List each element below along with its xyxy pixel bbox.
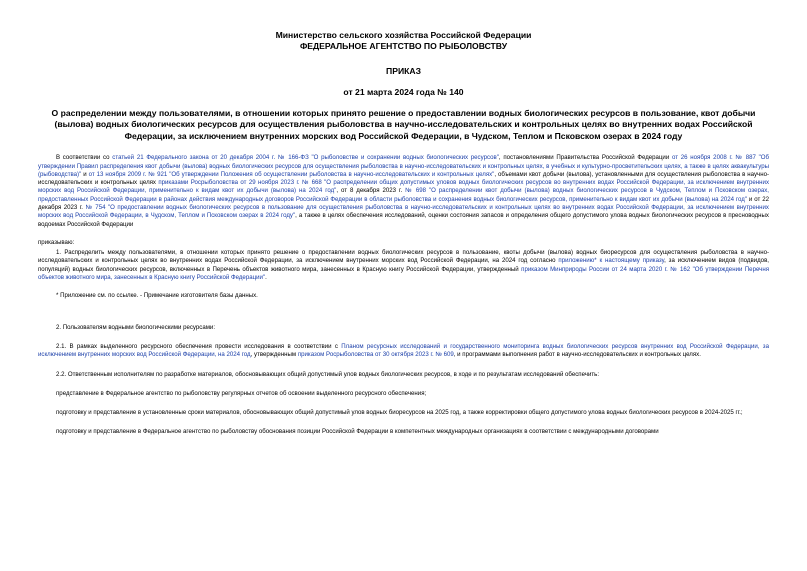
paragraph-2: 2. Пользователям водными биологическими ресурсами:	[56, 323, 216, 331]
link-prikaz-162[interactable]: приказом Минприроды России от 24 марта 2020 г. № 162 "Об утверждении Перечня объектов животного мира, занесенных в Красную книгу Российской Федерации"	[38, 265, 769, 282]
list-item: подготовку и представление в установленные сроки материалов, обосновывающих общий допустимый улов водных биоресурсов на 2025 год, а также корректировки общего допустимого улова водных биологических ресурсов в 2024-2025 гг.;	[56, 409, 743, 417]
document-date: от 21 марта 2024 года № 140	[343, 87, 464, 97]
link-appendix[interactable]: приложению* к настоящему приказу	[558, 257, 665, 265]
paragraph-2-2: 2.2. Ответственным исполнителям по разработке материалов, обосновывающих общий допустимый улов водных биологических ресурсов, в ходе и по результатам исследований обеспечить:	[56, 370, 600, 378]
preamble-paragraph: В соответствии со статьей 21 Федерального закона от 20 декабря 2004 г. № 166-ФЗ "О рыболовстве и сохранении водных биологических ресурсов", постановлениями Правительства Российской Федерации от 26 ноября 2008 г. № 887 "Об утверждении Правил распределения квот добычи (вылова) водных биологических ресурсов для осуществления рыболовства в научно-исследовательских и контрольных целях, в учебных и культурно-просветительских целях, а также в целях аквакультуры (рыбоводства)" и от 13 ноября 2009 г. № 921 "Об утверждении Положения об осуществлении рыболовства в научно-исследовательских и контрольных целях", объемами квот добычи (вылова), установленными для осуществления рыболовства в научно-исследовательских и контрольных целях приказами Росрыболовства от 29 ноября 2023 г. № 668 "О распределении общих допустимых уловов водных биологических ресурсов во внутренних водах Российской Федерации, за исключением внутренних морских вод Российской Федерации, применительно к видам квот их добычи (вылова) на 2024 год", от 8 декабря 2023 г. № 698 "О распределении квот добычи (вылова) водных биологических ресурсов в Чудском, Теплом и Псковском озерах, предоставленных Российской Федерации в районах действия международных договоров Российской Федерации в области рыболовства и сохранения водных биологических ресурсов, применительно к видам квот их добычи (вылова) на 2024 год" и от 22 декабря 2023 г. № 754 "О предоставлении водных биологических ресурсов в пользование для осуществления рыболовства в научно-исследовательских и контрольных целях во внутренних водах Российской Федерации, за исключением внутренних морских вод Российской Федерации, в Чудском, Теплом и Псковском озерах в 2024 году", а также в целях обеспечения исследований, оценки состояния запасов и определения общего допустимого улова водных биологических ресурсов в пресноводных водоемах Российской Федерации	[38, 154, 769, 228]
link-prikaz-754[interactable]: № 754 "О предоставлении водных биологических ресурсов в пользование для осуществления рыболовства в научно-исследовательских и контрольных целях во внутренних водах Российской Федерации, за исключением внутренних морских вод Российской Федерации, в Чудском, Теплом и Псковском озерах в 2024 году"	[38, 204, 769, 220]
link-prikaz-609[interactable]: приказом Росрыболовства от 30 октября 2023 г. № 609	[297, 351, 454, 359]
list-item: подготовку и представление в Федеральное агентство по рыболовству обоснования позиции Российской Федерации в компетентных международных организациях в соответствии с международными договорами	[56, 428, 659, 436]
link-postanovlenie-887[interactable]: от 26 ноября 2008 г. № 887 "Об утверждении Правил распределения квот добычи (вылова) водных биологических ресурсов для осуществления рыболовства в научно-исследовательских и контрольных целях, в учебных и культурно-просветительских целях, а также в целях аквакультуры (рыбоводства)"	[38, 154, 769, 178]
document-title: О распределении между пользователями, в отношении которых принято решение о предоставлении водных биологических ресурсов в пользование, квот добычи (вылова) водных биологических ресурсов для осуществления рыболовства в научно-исследовательских и контрольных целях во внутренних водах Российской Федерации, за исключением внутренних морских вод Российской Федерации, в Чудском, Теплом и Псковском озерах в 2024 году	[51, 108, 756, 141]
prikazyvayu-label: приказываю:	[38, 238, 75, 246]
list-item: представление в Федеральное агентство по рыболовству регулярных отчетов об освоении выделенного ресурсного обеспечения;	[56, 389, 427, 397]
link-prikaz-668[interactable]: приказами Росрыболовства от 29 ноября 2023 г. № 668 "О распределении общих допустимых уловов водных биологических ресурсов во внутренних водах Российской Федерации, за исключением внутренних морских вод Российской Федерации, применительно к видам квот их добычи (вылова) на 2024 год"	[38, 179, 769, 195]
paragraph-2-1: 2.1. В рамках выделенного ресурсного обеспечения провести исследования в соответствии с Планом ресурсных исследований и государственного мониторинга водных биологических ресурсов внутренних вод Российской Федерации, за исключением внутренних морских вод Российской Федерации, на 2024 год, утвержденным приказом Росрыболовства от 30 октября 2023 г. № 609, и программами выполнения работ в научно-исследовательских и контрольных целях.	[38, 342, 769, 359]
link-law-166fz[interactable]: статьей 21 Федерального закона от 20 декабря 2004 г. № 166-ФЗ "О рыболовстве и сохранении водных биологических ресурсов"	[112, 154, 499, 162]
footnote-note: * Приложение см. по ссылке. - Примечание изготовителя базы данных.	[56, 292, 258, 300]
link-prikaz-698[interactable]: № 698 "О распределении квот добычи (вылова) водных биологических ресурсов в Чудском, Теплом и Псковском озерах, предоставленных Российской Федерации в районах действия международных договоров Российской Федерации в области рыболовства и сохранения водных биологических ресурсов, применительно к видам квот их добычи (вылова) на 2024 год"	[38, 187, 769, 203]
agency-name: ФЕДЕРАЛЬНОЕ АГЕНТСТВО ПО РЫБОЛОВСТВУ	[299, 41, 508, 51]
link-postanovlenie-921[interactable]: от 13 ноября 2009 г. № 921 "Об утверждении Положения об осуществлении рыболовства в научно-исследовательских и контрольных целях"	[88, 170, 495, 178]
link-plan-research[interactable]: Планом ресурсных исследований и государственного мониторинга водных биологических ресурсов внутренних вод Российской Федерации, за исключением внутренних морских вод Российской Федерации, на 2024 год	[38, 342, 769, 359]
paragraph-1: 1. Распределить между пользователями, в отношении которых принято решение о предоставлении водных биологических ресурсов в пользование, квоты добычи (вылова) водных биоресурсов для осуществления рыболовства в научно-исследовательских и контрольных целях во внутренних водах Российской Федерации, за исключением внутренних морских вод Российской Федерации, на 2024 год согласно приложению* к настоящему приказу, за исключением видов (подвидов, популяций) водных биологических ресурсов, включенных в Перечень объектов животного мира, занесенных в Красную книгу Российской Федерации, утвержденный приказом Минприроды России от 24 марта 2020 г. № 162 "Об утверждении Перечня объектов животного мира, занесенных в Красную книгу Российской Федерации".	[38, 249, 770, 282]
document-type: ПРИКАЗ	[386, 66, 421, 76]
ministry-name: Министерство сельского хозяйства Российской Федерации	[275, 30, 532, 40]
